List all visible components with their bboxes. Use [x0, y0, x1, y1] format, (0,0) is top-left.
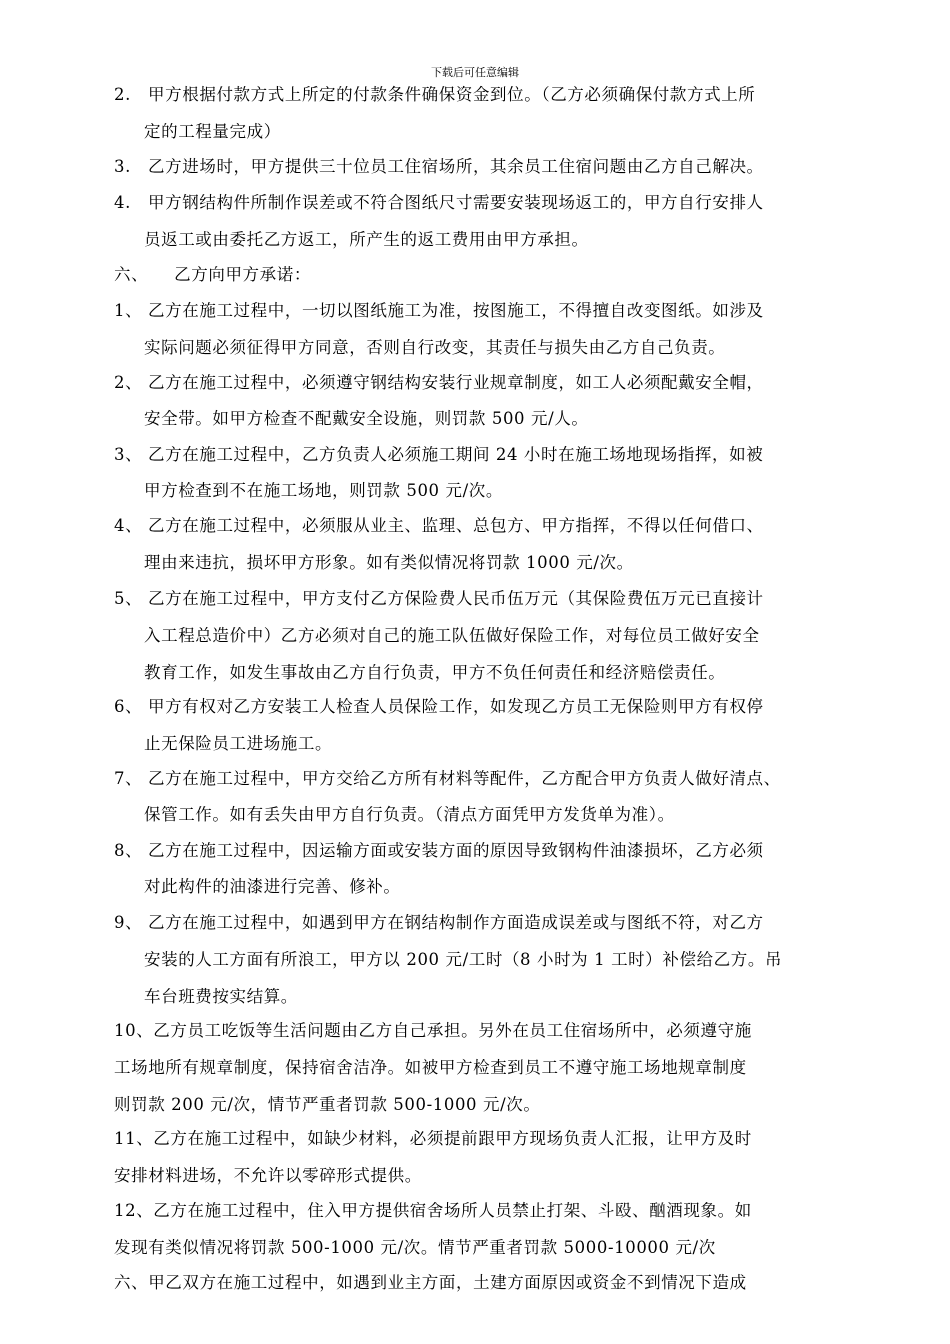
item-5-line-1: 5、 乙方在施工过程中，甲方支付乙方保险费人民币伍万元（其保险费伍万元已直接计 [114, 589, 764, 608]
item-6-line-1: 6、 甲方有权对乙方安装工人检查人员保险工作，如发现乙方员工无保险则甲方有权停 [114, 697, 764, 716]
clause-2-line-1: 2. 甲方根据付款方式上所定的付款条件确保资金到位。（乙方必须确保付款方式上所 [114, 85, 756, 104]
clause-3-line-1: 3. 乙方进场时，甲方提供三十位员工住宿场所，其余员工住宿问题由乙方自己解决。 [114, 157, 764, 176]
item-10-line-1: 10、乙方员工吃饭等生活问题由乙方自己承担。另外在员工住宿场所中，必须遵守施 [114, 1021, 752, 1040]
item-8-line-2: 对此构件的油漆进行完善、修补。 [144, 877, 401, 896]
item-3-line-1: 3、 乙方在施工过程中，乙方负责人必须施工期间 24 小时在施工场地现场指挥，如被 [114, 445, 764, 464]
item-11-line-1: 11、乙方在施工过程中，如缺少材料，必须提前跟甲方现场负责人汇报，让甲方及时 [114, 1129, 752, 1148]
page-header: 下载后可任意编辑 [431, 66, 519, 79]
item-5-line-3: 教育工作，如发生事故由乙方自行负责，甲方不负任何责任和经济赔偿责任。 [144, 663, 726, 682]
item-5-line-2: 入工程总造价中）乙方必须对自己的施工队伍做好保险工作，对每位员工做好安全 [144, 626, 760, 645]
clause-4-line-1: 4. 甲方钢结构件所制作误差或不符合图纸尺寸需要安装现场返工的，甲方自行安排人 [114, 193, 764, 212]
item-10-line-2: 工场地所有规章制度，保持宿舍洁净。如被甲方检查到员工不遵守施工场地规章制度 [114, 1058, 747, 1077]
item-7-line-1: 7、 乙方在施工过程中，甲方交给乙方所有材料等配件，乙方配合甲方负责人做好清点、 [114, 769, 781, 788]
item-2-line-2: 安全带。如甲方检查不配戴安全设施，则罚款 500 元/人。 [144, 409, 589, 428]
clause-2-line-2: 定的工程量完成） [144, 122, 281, 141]
item-3-line-2: 甲方检查到不在施工场地，则罚款 500 元/次。 [144, 481, 503, 500]
section-6b-line-1: 六、甲乙双方在施工过程中，如遇到业主方面，土建方面原因或资金不到情况下造成 [114, 1273, 747, 1292]
item-4-line-1: 4、 乙方在施工过程中，必须服从业主、监理、总包方、甲方指挥，不得以任何借口、 [114, 516, 764, 535]
item-9-line-2: 安装的人工方面有所浪工，甲方以 200 元/工时（8 小时为 1 工时）补偿给乙方。吊 [144, 950, 783, 969]
item-7-line-2: 保管工作。如有丢失由甲方自行负责。（清点方面凭甲方发货单为准）。 [144, 805, 675, 824]
item-8-line-1: 8、 乙方在施工过程中，因运输方面或安装方面的原因导致钢构件油漆损坏，乙方必须 [114, 841, 764, 860]
item-9-line-1: 9、 乙方在施工过程中，如遇到甲方在钢结构制作方面造成误差或与图纸不符，对乙方 [114, 913, 764, 932]
item-12-line-2: 发现有类似情况将罚款 500-1000 元/次。情节严重者罚款 5000-10000 元/次 [114, 1238, 716, 1257]
item-2-line-1: 2、 乙方在施工过程中，必须遵守钢结构安装行业规章制度，如工人必须配戴安全帽， [114, 373, 764, 392]
clause-4-line-2: 员返工或由委托乙方返工，所产生的返工费用由甲方承担。 [144, 230, 589, 249]
section-6-heading: 六、 乙方向甲方承诺： [114, 265, 311, 284]
item-4-line-2: 理由来违抗，损坏甲方形象。如有类似情况将罚款 1000 元/次。 [144, 553, 634, 572]
item-10-line-3: 则罚款 200 元/次，情节严重者罚款 500-1000 元/次。 [114, 1095, 541, 1114]
item-11-line-2: 安排材料进场，不允许以零碎形式提供。 [114, 1166, 422, 1185]
item-12-line-1: 12、乙方在施工过程中，住入甲方提供宿舍场所人员禁止打架、斗殴、酗酒现象。如 [114, 1201, 752, 1220]
item-9-line-3: 车台班费按实结算。 [144, 987, 298, 1006]
item-1-line-1: 1、 乙方在施工过程中，一切以图纸施工为准，按图施工，不得擅自改变图纸。如涉及 [114, 301, 764, 320]
item-1-line-2: 实际问题必须征得甲方同意，否则自行改变，其责任与损失由乙方自己负责。 [144, 338, 726, 357]
item-6-line-2: 止无保险员工进场施工。 [144, 734, 333, 753]
